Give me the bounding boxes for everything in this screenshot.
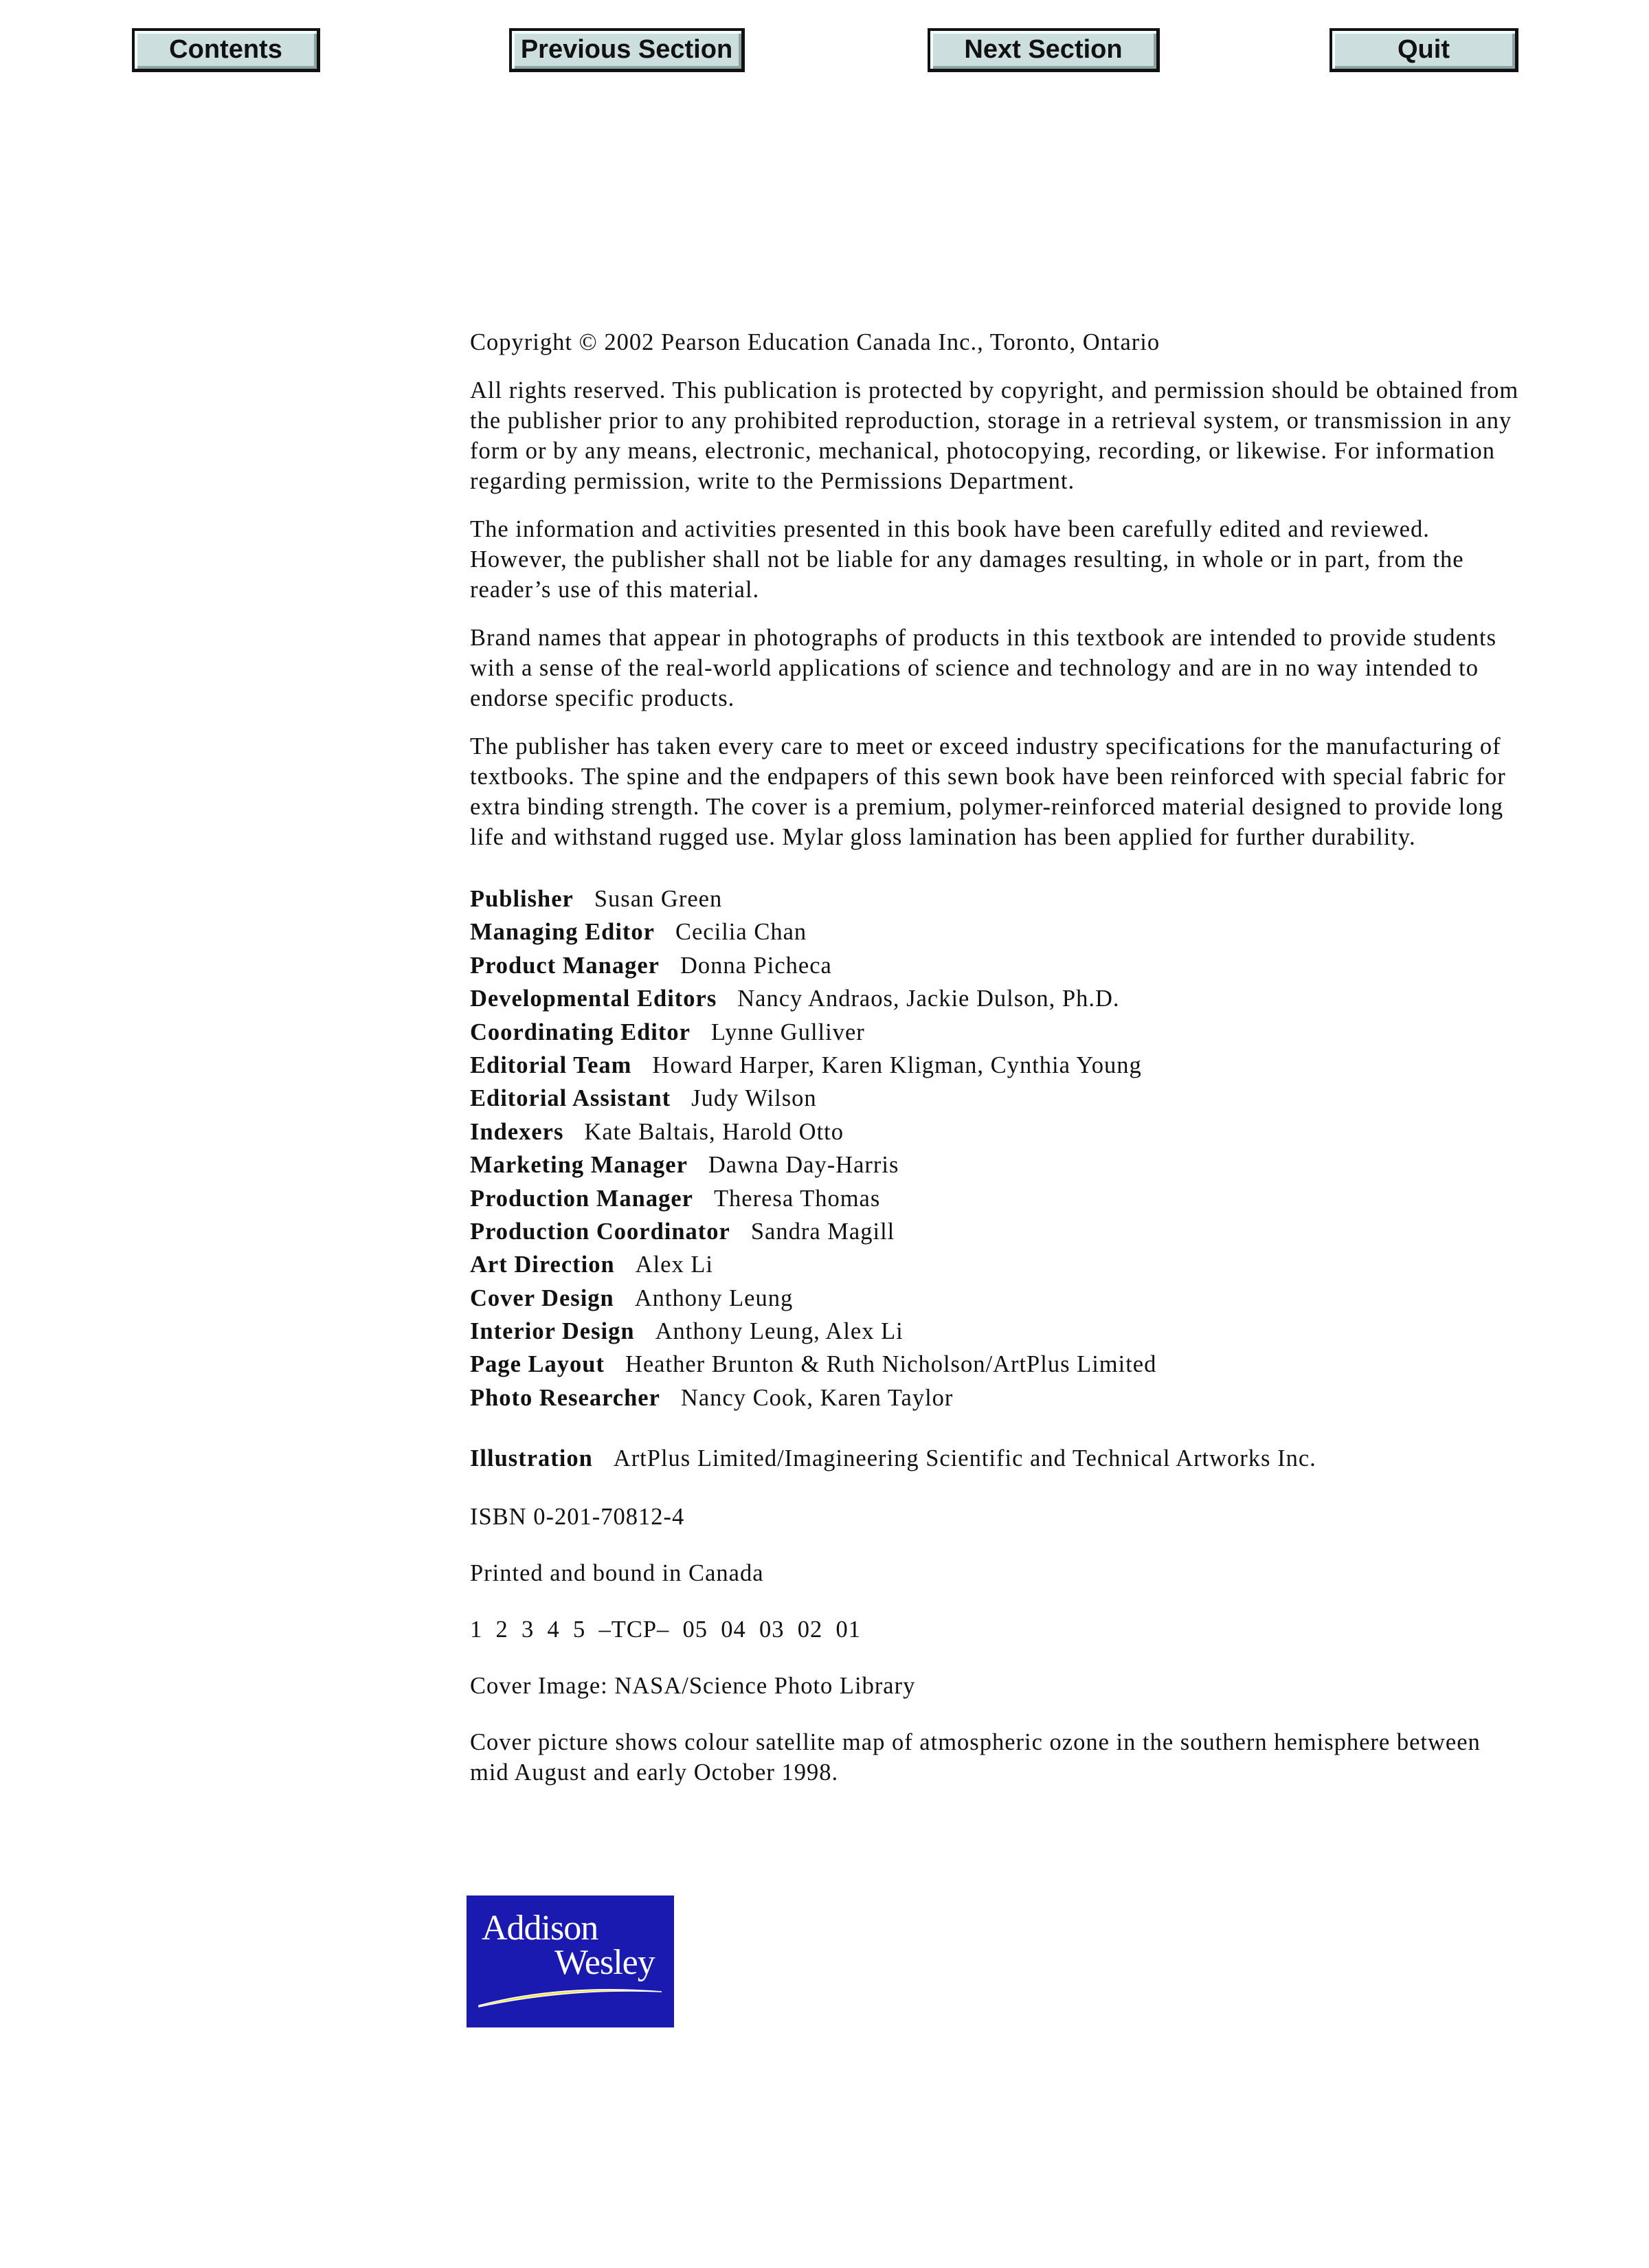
credit-name: ArtPlus Limited/Imagineering Scientific and Technical Artworks Inc. — [613, 1445, 1316, 1472]
logo-text-addison: Addison — [482, 1909, 598, 1948]
credit-name: Heather Brunton & Ruth Nicholson/ArtPlus Limited — [625, 1351, 1157, 1378]
credit-name: Nancy Andraos, Jackie Dulson, Ph.D. — [737, 986, 1120, 1012]
credit-name: Anthony Leung — [634, 1285, 794, 1311]
copyright-line: Copyright © 2002 Pearson Education Canada Inc., Toronto, Ontario — [470, 329, 1160, 355]
credit-row — [470, 1381, 1521, 1414]
credit-row — [470, 1016, 1521, 1049]
credit-name: Kate Baltais, Harold Otto — [584, 1118, 844, 1145]
illustration-credit — [470, 1442, 1521, 1475]
credit-role: Editorial Assistant — [470, 1085, 671, 1112]
credit-row — [470, 982, 1521, 1015]
credit-role: Art Direction — [470, 1252, 615, 1278]
credit-row — [470, 1348, 1521, 1381]
credit-row — [470, 915, 1521, 948]
credit-name: Cecilia Chan — [675, 919, 807, 946]
printed-in: Printed and bound in Canada — [470, 1559, 764, 1586]
credit-role: Developmental Editors — [470, 986, 717, 1012]
credit-role: Production Manager — [470, 1185, 693, 1212]
credit-row — [470, 1049, 1521, 1082]
next-section-button[interactable]: Next Section — [928, 28, 1160, 72]
credit-row — [470, 1282, 1521, 1315]
credit-row — [470, 949, 1521, 982]
credit-role: Page Layout — [470, 1351, 605, 1378]
credit-role: Marketing Manager — [470, 1152, 688, 1179]
credit-row — [470, 882, 1521, 915]
logo-text-wesley: Wesley — [554, 1943, 655, 1982]
quit-button[interactable]: Quit — [1330, 28, 1518, 72]
credit-role: Managing Editor — [470, 919, 655, 946]
rights-paragraph: All rights reserved. This publication is protected by copyright, and permission should be obtained from the publisher prior to any prohibited reproduction, storage in a retrieval system, or transmission in any form or by any means, electronic, mechanical, photocopying, recording, or likewise. For information regarding permission, write to the Permissions Department. — [470, 377, 1519, 494]
credit-row — [470, 1115, 1521, 1148]
credit-row — [470, 1182, 1521, 1215]
credit-name: Dawna Day-Harris — [708, 1152, 899, 1179]
credit-name: Judy Wilson — [691, 1085, 817, 1112]
previous-section-button[interactable]: Previous Section — [509, 28, 745, 72]
credit-row — [470, 1082, 1521, 1115]
cover-image-credit: Cover Image: NASA/Science Photo Library — [470, 1672, 916, 1699]
copyright-page — [470, 327, 1521, 1805]
credit-name: Lynne Gulliver — [710, 1019, 865, 1045]
credit-role: Interior Design — [470, 1318, 635, 1345]
credit-name: Howard Harper, Karen Kligman, Cynthia Young — [652, 1052, 1142, 1078]
credit-role: Coordinating Editor — [470, 1019, 691, 1045]
credit-name: Anthony Leung, Alex Li — [655, 1318, 904, 1345]
credit-name: Susan Green — [594, 886, 723, 912]
credit-role: Publisher — [470, 886, 574, 912]
print-line: 1 2 3 4 5 –TCP– 05 04 03 02 01 — [470, 1616, 862, 1643]
addison-wesley-logo — [467, 1895, 674, 2027]
credit-row — [470, 1215, 1521, 1248]
credit-row — [470, 1148, 1521, 1181]
credit-role: Illustration — [470, 1445, 593, 1472]
brand-names-paragraph: Brand names that appear in photographs of products in this textbook are intended to provide students with a sense of the real-world applications of science and technology and are in no way intended to endorse specific products. — [470, 625, 1497, 711]
credit-row — [470, 1315, 1521, 1348]
logo-swoosh-icon — [467, 1895, 674, 2027]
credit-role: Production Coordinator — [470, 1218, 730, 1245]
isbn: ISBN 0-201-70812-4 — [470, 1503, 685, 1530]
liability-paragraph: The information and activities presented in this book have been carefully edited and reviewed. However, the publisher shall not be liable for any damages resulting, in whole or in part, from the reader’s use of this material. — [470, 516, 1464, 603]
credit-role: Cover Design — [470, 1285, 614, 1311]
contents-button[interactable]: Contents — [132, 28, 320, 72]
credit-name: Donna Picheca — [680, 952, 832, 979]
credit-role: Photo Researcher — [470, 1384, 660, 1411]
manufacturing-paragraph: The publisher has taken every care to meet or exceed industry specifications for the manufacturing of textbooks. The spine and the endpapers of this sewn book have been reinforced with special fabric for extra binding strength. The cover is a premium, polymer-reinforced material designed to provide long life and withstand rugged use. Mylar gloss lamination has been applied for further durability. — [470, 733, 1506, 850]
credit-role: Editorial Team — [470, 1052, 632, 1078]
credit-role: Indexers — [470, 1118, 564, 1145]
credit-name: Alex Li — [635, 1252, 714, 1278]
credit-row — [470, 1248, 1521, 1281]
credits-list — [470, 882, 1521, 1414]
credit-name: Nancy Cook, Karen Taylor — [680, 1384, 954, 1411]
credit-name: Sandra Magill — [750, 1218, 895, 1245]
credit-role: Product Manager — [470, 952, 660, 979]
credit-name: Theresa Thomas — [713, 1185, 881, 1212]
cover-picture-description: Cover picture shows colour satellite map of atmospheric ozone in the southern hemisphere between mid August and early October 1998. — [470, 1728, 1481, 1786]
